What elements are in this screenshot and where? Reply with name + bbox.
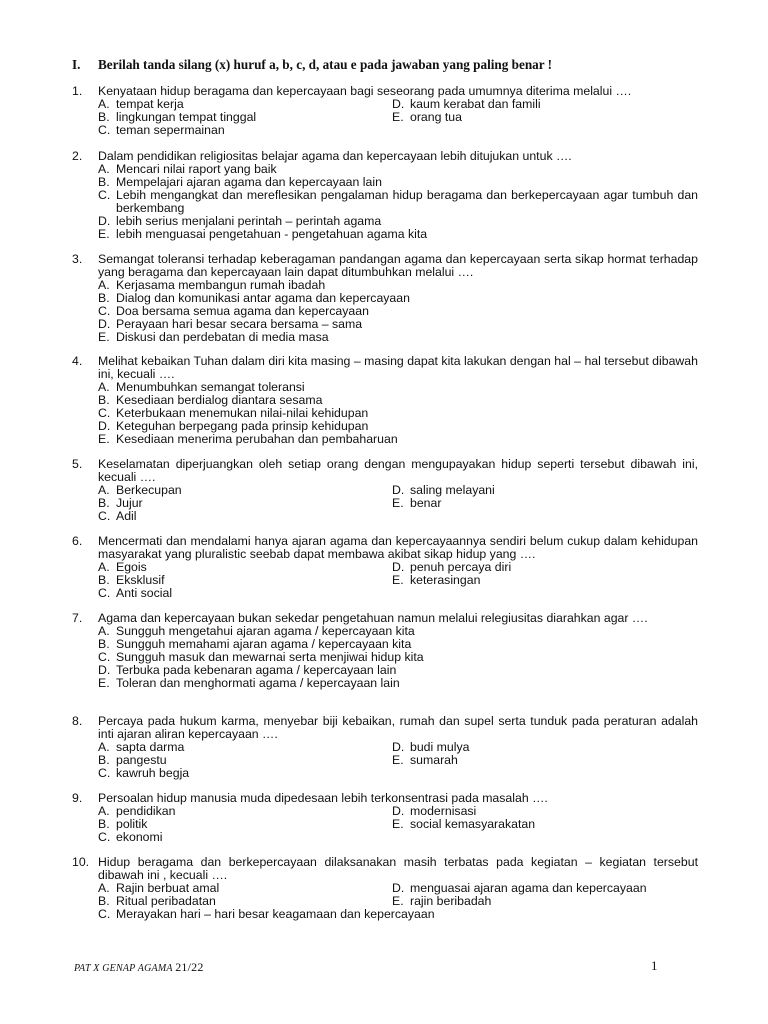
option-d[interactable]: D. saling melayani — [392, 482, 495, 497]
option-c[interactable]: C. kawruh begja — [98, 765, 190, 780]
option-b[interactable]: B. Jujur — [98, 495, 143, 510]
option-b[interactable]: B. Kesediaan berdialog diantara sesama — [98, 392, 323, 407]
question-number: 3. — [72, 252, 83, 266]
options — [98, 625, 698, 690]
option-a[interactable]: A. Kerjasama membangun rumah ibadah — [98, 277, 326, 292]
option-d[interactable]: D. menguasai ajaran agama dan kepercayaan — [392, 880, 647, 895]
options — [98, 741, 698, 780]
option-b[interactable]: B. Ritual peribadatan — [98, 893, 216, 908]
question-text: Percaya pada hukum karma, menyebar biji kebaikan, rumah dan supel serta tunduk pada peraturan adalah inti ajaran aliran kepercayaan …. — [98, 714, 698, 741]
option-e[interactable]: E. social kemasyarakatan — [392, 816, 536, 831]
option-c[interactable]: C. Lebih mengangkat dan mereflesikan pengalaman hidup beragama dan berkepercayaan agar tumbuh dan berkembang — [98, 187, 698, 215]
question-number: 1. — [72, 84, 83, 98]
option-c[interactable]: C. Adil — [98, 508, 137, 523]
option-b[interactable]: B. pangestu — [98, 752, 167, 767]
question-text: Semangat toleransi terhadap keberagaman pandangan agama dan kepercayaan serta sikap hormat terhadap yang beragama dan kepercayaan lain dapat ditumbuhkan melalui …. — [98, 252, 698, 279]
option-d[interactable]: D. Keteguhan berpegang pada prinsip kehidupan — [98, 418, 369, 433]
option-b[interactable]: B. Eksklusif — [98, 572, 165, 587]
question-text: Hidup beragama dan berkepercayaan dilaksanakan masih terbatas pada kegiatan – kegiatan tersebut dibawah ini , kecuali …. — [98, 855, 698, 882]
question-5 — [72, 458, 698, 523]
question-6 — [72, 535, 698, 600]
option-e[interactable]: E. rajin beribadah — [392, 893, 492, 908]
option-e[interactable]: E. orang tua — [392, 109, 462, 124]
question-7 — [72, 612, 698, 690]
option-e[interactable]: E. benar — [392, 495, 442, 510]
options — [98, 279, 698, 344]
options — [98, 882, 698, 921]
question-text: Dalam pendidikan religiositas belajar agama dan kepercayaan lebih ditujukan untuk …. — [98, 149, 572, 163]
option-d[interactable]: D. Terbuka pada kebenaran agama / kepercayaan lain — [98, 662, 397, 677]
footer-label — [74, 960, 204, 975]
option-c[interactable]: C. Sungguh masuk dan mewarnai serta menjiwai hidup kita — [98, 649, 424, 664]
option-c[interactable]: C. Keterbukaan menemukan nilai-nilai kehidupan — [98, 405, 369, 420]
question-number: 2. — [72, 149, 83, 163]
page-number: 1 — [651, 958, 658, 973]
option-c[interactable]: C. Anti social — [98, 585, 173, 600]
question-text: Agama dan kepercayaan bukan sekedar pengetahuan namun melalui relegiusitas diarahkan agar …. — [98, 611, 648, 625]
option-e[interactable]: E. keterasingan — [392, 572, 481, 587]
option-d[interactable]: D. penuh percaya diri — [392, 559, 512, 574]
option-d[interactable]: D. Perayaan hari besar secara bersama – sama — [98, 316, 363, 331]
option-b[interactable]: B. Mempelajari ajaran agama dan kepercayaan lain — [98, 174, 382, 189]
question-8 — [72, 715, 698, 780]
option-d[interactable]: D. kaum kerabat dan famili — [392, 96, 541, 111]
question-9 — [72, 792, 698, 844]
option-a[interactable]: A. Mencari nilai raport yang baik — [98, 161, 277, 176]
question-number: 5. — [72, 457, 83, 471]
options — [98, 484, 698, 523]
option-e[interactable]: E. lebih menguasai pengetahuan - pengetahuan agama kita — [98, 226, 428, 241]
options — [98, 381, 698, 446]
option-e[interactable]: E. Kesediaan menerima perubahan dan pembaharuan — [98, 431, 398, 446]
question-number: 8. — [72, 714, 83, 728]
question-text: Persoalan hidup manusia muda dipedesaan lebih terkonsentrasi pada masalah …. — [98, 791, 548, 805]
option-c[interactable]: C. Merayakan hari – hari besar keagamaan dan kepercayaan — [98, 906, 435, 921]
option-e[interactable]: E. Toleran dan menghormati agama / kepercayaan lain — [98, 675, 400, 690]
option-a[interactable]: A. Rajin berbuat amal — [98, 880, 220, 895]
option-a[interactable]: A. Sungguh mengetahui ajaran agama / kepercayaan kita — [98, 623, 415, 638]
option-e[interactable]: E. Diskusi dan perdebatan di media masa — [98, 329, 329, 344]
section-instruction: Berilah tanda silang (x) huruf a, b, c, d, atau e pada jawaban yang paling benar ! — [98, 57, 553, 72]
options — [98, 561, 698, 600]
option-d[interactable]: D. lebih serius menjalani perintah – perintah agama — [98, 213, 382, 228]
question-1 — [72, 85, 698, 137]
option-d[interactable]: D. budi mulya — [392, 739, 470, 754]
option-c[interactable]: C. ekonomi — [98, 829, 163, 844]
question-3 — [72, 253, 698, 344]
question-text: Mencermati dan mendalami hanya ajaran agama dan kepercayaannya sendiri belum cukup dalam kehidupan masyarakat yang pluralistic seebab dapat membawa akibat sikap hidup yang …. — [98, 534, 698, 561]
option-e[interactable]: E. sumarah — [392, 752, 458, 767]
option-b[interactable]: B. Sungguh memahami ajaran agama / kepercayaan kita — [98, 636, 412, 651]
option-a[interactable]: A. Berkecupan — [98, 482, 182, 497]
question-number: 7. — [72, 611, 83, 625]
options — [98, 98, 698, 137]
option-b[interactable]: B. politik — [98, 816, 148, 831]
question-10 — [72, 856, 698, 921]
question-text: Keselamatan diperjuangkan oleh setiap orang dengan mengupayakan hidup seperti tersebut dibawah ini, kecuali …. — [98, 457, 698, 484]
question-text: Kenyataan hidup beragama dan kepercayaan bagi seseorang pada umumnya diterima melalui …. — [98, 84, 632, 98]
option-a[interactable]: A. sapta darma — [98, 739, 185, 754]
section-number: I. — [72, 57, 81, 72]
question-number: 4. — [72, 354, 83, 368]
option-b[interactable]: B. lingkungan tempat tinggal — [98, 109, 257, 124]
footer-year: 21/22 — [175, 960, 204, 974]
option-a[interactable]: A. Egois — [98, 559, 147, 574]
option-c[interactable]: C. Doa bersama semua agama dan kepercayaan — [98, 303, 369, 318]
question-text: Melihat kebaikan Tuhan dalam diri kita masing – masing dapat kita lakukan dengan hal – hal tersebut dibawah ini, kecuali …. — [98, 354, 698, 381]
option-a[interactable]: A. pendidikan — [98, 803, 176, 818]
option-a[interactable]: A. Menumbuhkan semangat toleransi — [98, 379, 305, 394]
option-d[interactable]: D. modernisasi — [392, 803, 477, 818]
question-number: 9. — [72, 791, 83, 805]
question-4 — [72, 355, 698, 446]
question-2 — [72, 150, 698, 241]
footer-title: PAT X GENAP AGAMA — [74, 963, 173, 974]
option-b[interactable]: B. Dialog dan komunikasi antar agama dan kepercayaan — [98, 290, 410, 305]
options — [98, 163, 698, 241]
option-c[interactable]: C. teman sepermainan — [98, 122, 225, 137]
question-number: 6. — [72, 534, 83, 548]
options — [98, 805, 698, 844]
option-a[interactable]: A. tempat kerja — [98, 96, 184, 111]
question-number: 10. — [72, 855, 90, 869]
